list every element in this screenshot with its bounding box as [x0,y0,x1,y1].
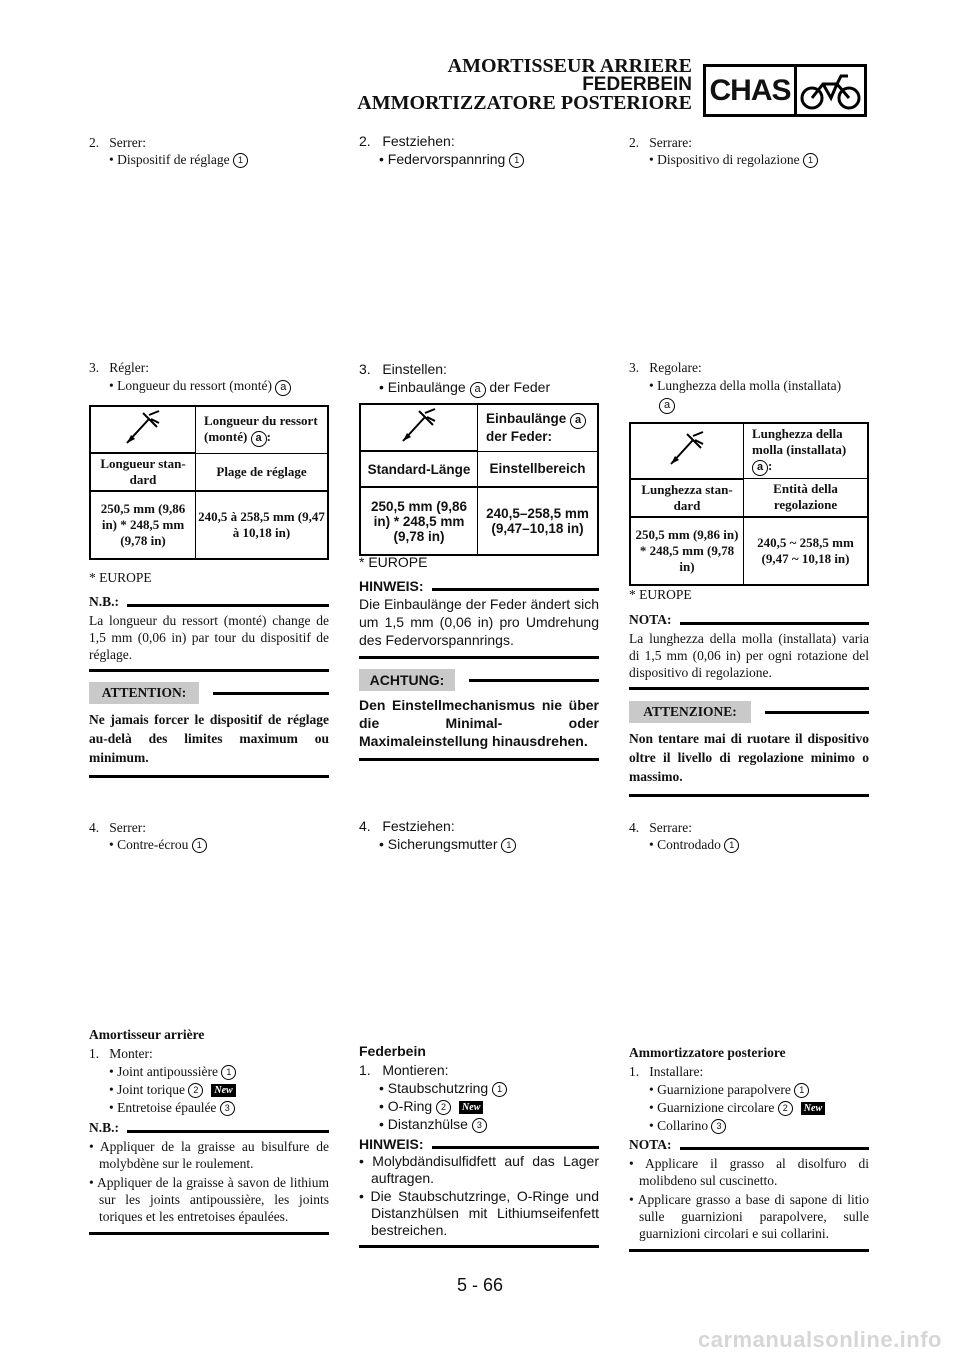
fr-table-val1: 250,5 mm (9,86 in) * 248,5 mm (9,78 in) [90,491,196,559]
it-warning-text: Non tentare mai di ruotare il dispositivo oltre il livello di regolazione minimo o massimo. [629,731,869,784]
fr-table-val2: 240,5 à 258,5 mm (9,47 à 10,18 in) [196,491,329,559]
fr-table-col2: Plage de réglage [196,453,329,491]
fr-nb-label: N.B.: [89,594,119,609]
it-nota2-block [629,1137,869,1252]
de-table-col2: Einstellbereich [478,451,599,487]
it-table-col2: Entità della regolazione [744,479,869,517]
de-hinweis2-label: HINWEIS: [359,1136,424,1152]
de-step1-item2: • O-Ring 2 New [359,1097,629,1115]
de-hinweis2-bullet1: • Molybdändisulfidfett auf das Lager auftragen. [359,1153,599,1186]
it-warning-block [629,701,869,797]
wrench-icon [360,404,478,451]
page-number: 5 - 66 [456,1275,504,1295]
fr-step1: 1. Monter: [89,1046,153,1061]
it-step1-item2: • Guarnizione circolare 2 New [629,1099,899,1117]
fr-table-col1: Longueur stan-dard [90,453,196,491]
de-warning-text: Den Einstellmechanismus nie über die Minimal- oder Maximaleinstellung hinausdrehen. [359,697,599,749]
new-badge: New [211,1084,235,1097]
it-nota-text: La lunghezza della molla (installata) varia di 1,5 mm (0,06 in) per ogni rotazione del dispositivo di regolazione. [629,631,869,680]
fr-section-title: Amortisseur arrière [89,1027,205,1042]
it-step1: 1. Installare: [629,1064,704,1079]
de-step1-item3: • Distanzhülse 3 [359,1115,629,1133]
fr-warning-label: ATTENTION: [89,682,199,704]
de-step4-item: • Sicherungsmutter 1 [359,835,629,853]
wrench-icon [90,406,196,453]
it-table-title: Lunghezza della molla (installata) a : [744,423,869,479]
header-title-fr: AMORTISSEUR ARRIERE [447,55,692,77]
header-title-de: FEDERBEIN [582,74,692,95]
it-nota2-bullet1: • Applicare il grasso al disolfuro di molibdeno sul cuscinetto. [629,1156,869,1188]
it-step3-item: • Lunghezza della molla (installata) a [629,377,899,414]
it-step4: 4. Serrare: [629,820,692,835]
de-section-title: Federbein [359,1043,426,1059]
de-step1: 1. Montieren: [359,1062,449,1078]
fr-step4-item: • Contre-écrou 1 [89,836,359,854]
it-nota2-label: NOTA: [629,1137,672,1152]
de-step3-item: • Einbaulänge a der Feder [359,378,629,398]
de-hinweis-text: Die Einbaulänge der Feder ändert sich um 1,5 mm (0,06 in) pro Umdrehung des Federvorspannrings. [359,596,599,648]
fr-spec-table [89,405,329,560]
fr-warning-text: Ne jamais forcer le dispositif de réglage au-delà des limites maximum ou minimum. [89,712,329,765]
it-section-title: Ammortizzatore posteriore [629,1045,786,1060]
fr-step3-item: • Longueur du ressort (monté) a [89,377,359,396]
de-step1-item1: • Staubschutzring 1 [359,1079,629,1097]
fr-table-title: Longueur du ressort (monté) a : [196,406,329,453]
new-badge: New [801,1102,825,1115]
fr-nb2-bullet1: • Appliquer de la graisse au bisulfure de molybdène sur le roulement. [89,1139,329,1171]
de-spec-table [359,403,599,556]
it-europe-note: * EUROPE [629,587,692,602]
it-step3: 3. Regolare: [629,360,702,375]
de-step4: 4. Festziehen: [359,818,455,834]
header-title-it: AMMORTIZZATORE POSTERIORE [357,92,692,114]
it-spec-table [629,422,869,586]
fr-step1-item1: • Joint antipoussière 1 [89,1063,359,1081]
de-hinweis2-block [359,1136,599,1248]
de-hinweis-label: HINWEIS: [359,578,424,594]
it-step2: 2. Serrare: [629,135,692,150]
fr-nb2-label: N.B.: [89,1120,119,1135]
it-step1-item3: • Collarino 3 [629,1117,899,1135]
section-label: CHAS [706,67,797,114]
de-table-val2: 240,5–258,5 mm (9,47–10,18 in) [478,487,599,555]
de-step3: 3. Einstellen: [359,361,447,377]
it-table-val1: 250,5 mm (9,86 in) * 248,5 mm (9,78 in) [630,517,744,585]
fr-step2-item: • Dispositif de réglage 1 [89,151,359,169]
fr-nb2-bullet2: • Appliquer de la graisse à savon de lithium sur les joints antipoussière, les joints toriques et les entretoises épaulées. [89,1175,329,1224]
de-table-col1: Standard-Länge [360,451,478,487]
fr-step4: 4. Serrer: [89,820,146,835]
it-table-val2: 240,5 ~ 258,5 mm (9,47 ~ 10,18 in) [744,517,869,585]
de-warning-label: ACHTUNG: [359,669,455,691]
de-table-title: Einbaulänge a der Feder: [478,404,599,451]
de-hinweis2-bullet2: • Die Staubschutzringe, O-Ringe und Distanzhülsen mit Lithiumseifenfett bestreichen. [359,1188,599,1238]
it-step2-item: • Dispositivo di regolazione 1 [629,151,899,169]
it-nota-label: NOTA: [629,612,672,627]
it-step1-item1: • Guarnizione parapolvere 1 [629,1081,899,1099]
section-badge [703,64,867,117]
de-warning-block [359,669,599,761]
it-warning-label: ATTENZIONE: [629,701,751,723]
fr-step2: 2. Serrer: [89,135,146,150]
fr-step1-item2: • Joint torique 2 New [89,1081,359,1099]
it-nota-block [629,612,869,690]
fr-europe-note: * EUROPE [89,570,152,585]
de-step2-item: • Federvorspannring 1 [359,150,629,168]
new-badge: New [459,1101,483,1114]
it-step4-item: • Controdado 1 [629,836,899,854]
de-hinweis-block [359,578,599,659]
it-nota2-bullet2: • Applicare grasso a base di sapone di litio sulle guarnizioni parapolvere, sulle guarnizioni circolari e sui collarini. [629,1192,869,1241]
fr-nb-text: La longueur du ressort (monté) change de 1,5 mm (0,06 in) par tour du dispositif de réglage. [89,613,329,662]
wrench-icon [630,423,744,479]
de-europe-note: * EUROPE [359,554,428,570]
watermark: carmanualsonline.info [698,1327,942,1352]
motorcycle-icon [797,67,864,114]
fr-step1-item3: • Entretoise épaulée 3 [89,1099,359,1117]
fr-step3: 3. Régler: [89,360,149,375]
fr-warning-block [89,682,329,778]
fr-nb-block [89,594,329,672]
fr-nb2-block [89,1120,329,1235]
de-table-val1: 250,5 mm (9,86 in) * 248,5 mm (9,78 in) [360,487,478,555]
it-table-col1: Lunghezza stan-dard [630,479,744,517]
de-step2: 2. Festziehen: [359,133,455,149]
